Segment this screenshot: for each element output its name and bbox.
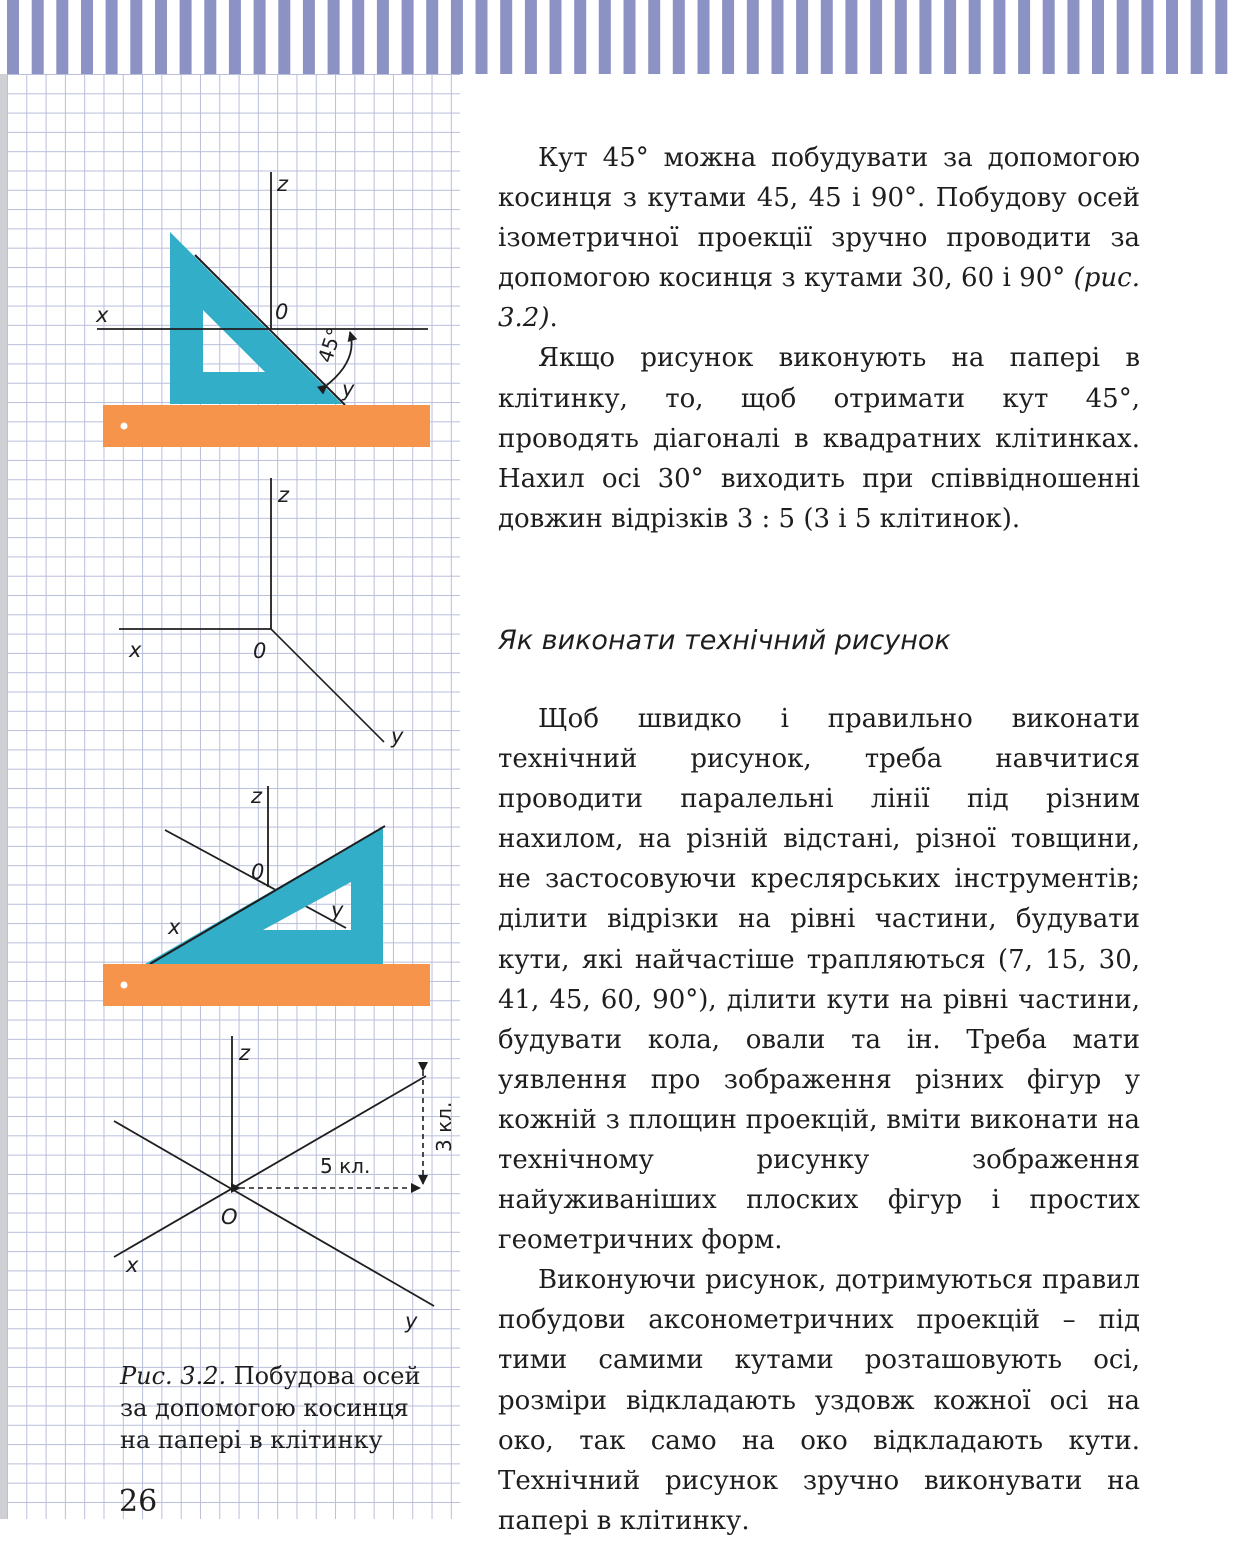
fig2-y-label: y [391,724,404,748]
fig4-y-axis [114,1121,434,1306]
page-number: 26 [119,1484,158,1519]
fig3-set-square-30 [103,784,430,1006]
fig1-ruler-dot [121,423,128,430]
fig3-ruler [103,964,430,1006]
fig4-y-label: y [405,1309,418,1333]
fig2-z-label: z [278,483,290,507]
fig1-angle-label: 45° [312,324,347,366]
fig2-axes-45 [119,478,404,748]
fig1-y-label: y [342,377,355,401]
paragraph-2: Якщо рисунок виконують на папері в клітинку, то, щоб отримати кут 45°, проводять діагоналі в квадратних клітинках. Нахил осі 30° виходить при співвідношенні довжин відрізків 3 : 5 (3 і 5 клітинок). [498,343,1140,534]
fig4-vertical-dim-label: 3 кл. [432,1101,456,1152]
fig3-z-label: z [251,784,263,808]
fig2-origin-label: 0 [253,639,267,663]
fig4-z-label: z [239,1041,251,1065]
paragraph-4: Виконуючи рисунок, дотримуються правил побудови аксонометричних проекцій – під тими самими кутами розташовують осі, розміри відкладають уздовж кожної осі на око, так само на око відкладають кути. Технічний рисунок зручно виконувати на папері в клітинку. [498,1265,1140,1536]
paragraph-1-end: . [549,303,558,334]
fig3-x-label: x [168,915,181,939]
paragraph-3: Щоб швидко і правильно виконати технічний рисунок, треба навчитися проводити паралельні лінії під різним нахилом, на різній відстані, різної товщини, не застосовуючи креслярських інструментів; ділити відрізки на рівні частини, будувати кути, які найчастіше трапляються (7, 15, 30, 41, 45, 60, 90°), ділити кути на рівні частини, будувати кола, овали та ін. Треба мати уявлення про зображення різних фігур у кожній з площин проекцій, вміти виконати на технічному рисунку зображення найуживаніших плоских фігур і простих геометричних форм. [498,703,1140,1256]
fig1-x-label: x [96,303,109,327]
fig3-ruler-dot [121,982,128,989]
fig1-z-label: z [277,172,289,196]
figure-caption [120,1360,440,1456]
fig3-origin-label: 0 [251,860,265,884]
paragraph-1-text: Кут 45° можна побудувати за допомогою косинця з кутами 45, 45 і 90°. Побудову осей ізометричної проекції зручно проводити за допомогою косинця з кутами 30, 60 і 90° [498,143,1140,294]
fig1-origin-label: 0 [275,300,289,324]
fig4-x-axis [114,1076,426,1257]
section-heading: Як виконати технічний рисунок [498,624,951,656]
fig4-origin-label: O [221,1205,238,1229]
fig3-y-label: y [331,898,344,922]
fig1-set-square [170,232,342,404]
fig4-horizontal-dim-label: 5 кл. [320,1154,371,1178]
main-text-column [498,138,1140,1541]
fig2-y-axis [271,629,384,742]
figure-caption-number: Рис. 3.2. [120,1362,227,1390]
fig1-ruler [103,405,430,447]
figure-caption-text: Побудова осей за допомогою косинця на папері в клітинку [120,1362,421,1454]
fig4-isometric-axes [114,1036,456,1333]
fig2-x-label: x [129,638,142,662]
fig4-x-label: x [126,1253,139,1277]
fig1-set-square-45 [95,172,430,447]
figure-reference: (рис. 3.2) [498,263,1140,334]
paragraph-1 [498,138,1140,338]
